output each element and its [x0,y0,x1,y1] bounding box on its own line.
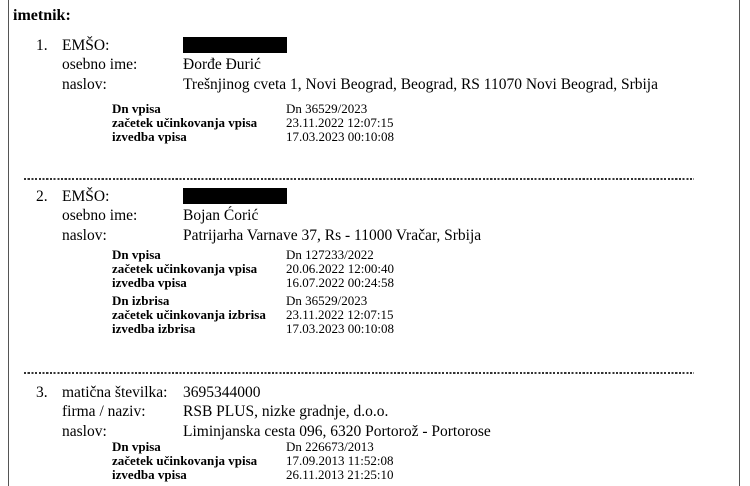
item-number-spacer [36,55,62,74]
detail-row [112,262,737,276]
detail-label: izvedba vpisa [112,467,187,483]
field-value: 3695344000 [183,384,261,401]
document-table-cell [8,0,740,486]
detail-value: 17.03.2023 00:10:08 [286,129,394,145]
holder-item-2 [9,187,737,336]
detail-row [112,454,737,468]
detail-value: Dn 36529/2023 [286,293,368,309]
field-value [183,36,737,55]
field-value: Trešnjinog cveta 1, Novi Beograd, Beograd, RS 11070 Novi Beograd, Srbija [183,75,658,93]
holder-item-1 [9,36,737,144]
detail-value: 23.11.2022 12:07:15 [286,307,394,323]
detail-row [112,248,737,262]
detail-row [112,276,737,290]
entry-detail-block [112,102,737,144]
separator-dashed-line [24,372,694,374]
field-label: firma / naziv: [62,403,146,421]
detail-label: izvedba izbrisa [112,321,196,337]
detail-label: začetek učinkovanja vpisa [112,453,258,469]
section-title: imetnik: [13,7,71,24]
detail-value: 17.03.2023 00:10:08 [286,321,394,337]
detail-label: Dn vpisa [112,439,161,455]
field-row [9,383,737,402]
holder-item-3 [9,383,737,482]
detail-label: izvedba vpisa [112,275,187,291]
field-row [9,75,737,94]
item-number: 1. [36,37,48,54]
detail-value: 26.11.2013 21:25:10 [286,467,394,483]
detail-row [112,440,737,454]
field-row [9,206,737,225]
field-value: RSB PLUS, nizke gradnje, d.o.o. [183,403,389,421]
field-label: naslov: [62,226,107,244]
item-number-spacer [36,402,62,421]
field-value [183,187,737,206]
emso-redaction-bar [183,188,287,204]
field-label: osebno ime: [62,207,138,225]
field-row [9,402,737,421]
field-value: Đorđe Đurić [183,56,261,74]
emso-redaction-bar [183,37,287,53]
field-row [9,55,737,74]
detail-label: začetek učinkovanja vpisa [112,261,258,277]
field-value: Liminjanska cesta 096, 6320 Portorož - Portorose [183,422,491,440]
item-number-spacer [36,422,62,441]
field-label: osebno ime: [62,56,138,74]
separator-dashed-line [24,178,694,180]
field-value: Bojan Ćorić [183,207,259,225]
detail-label: Dn vpisa [112,247,161,263]
item-number-spacer [36,206,62,225]
detail-row [112,308,737,322]
detail-label: izvedba vpisa [112,129,187,145]
entry-detail-block [112,294,737,336]
field-label: matična številka: [62,384,168,401]
item-number-spacer [36,75,62,94]
detail-value: Dn 36529/2023 [286,101,368,117]
field-row [9,36,737,55]
detail-row [112,294,737,308]
detail-label: začetek učinkovanja vpisa [112,115,258,131]
item-number: 2. [36,188,48,205]
detail-row [112,322,737,336]
detail-row [112,130,737,144]
field-label: EMŠO: [62,188,110,205]
detail-row [112,116,737,130]
item-number: 3. [36,384,48,401]
field-label: naslov: [62,75,107,93]
detail-value: 16.07.2022 00:24:58 [286,275,394,291]
item-number-spacer [36,226,62,245]
entry-detail-block [112,440,737,482]
detail-row [112,468,737,482]
detail-value: 17.09.2013 11:52:08 [286,453,394,469]
field-row [9,226,737,245]
field-value: Patrijarha Varnave 37, Rs - 11000 Vračar, Srbija [183,226,482,244]
detail-value: 23.11.2022 12:07:15 [286,115,394,131]
detail-row [112,102,737,116]
detail-value: 20.06.2022 12:00:40 [286,261,394,277]
detail-label: Dn vpisa [112,101,161,117]
detail-value: Dn 226673/2013 [286,439,374,455]
field-row [9,187,737,206]
detail-value: Dn 127233/2022 [286,247,374,263]
entry-detail-block [112,248,737,290]
detail-label: Dn izbrisa [112,293,170,309]
detail-label: začetek učinkovanja izbrisa [112,307,266,323]
field-label: EMŠO: [62,37,110,54]
field-label: naslov: [62,422,107,440]
